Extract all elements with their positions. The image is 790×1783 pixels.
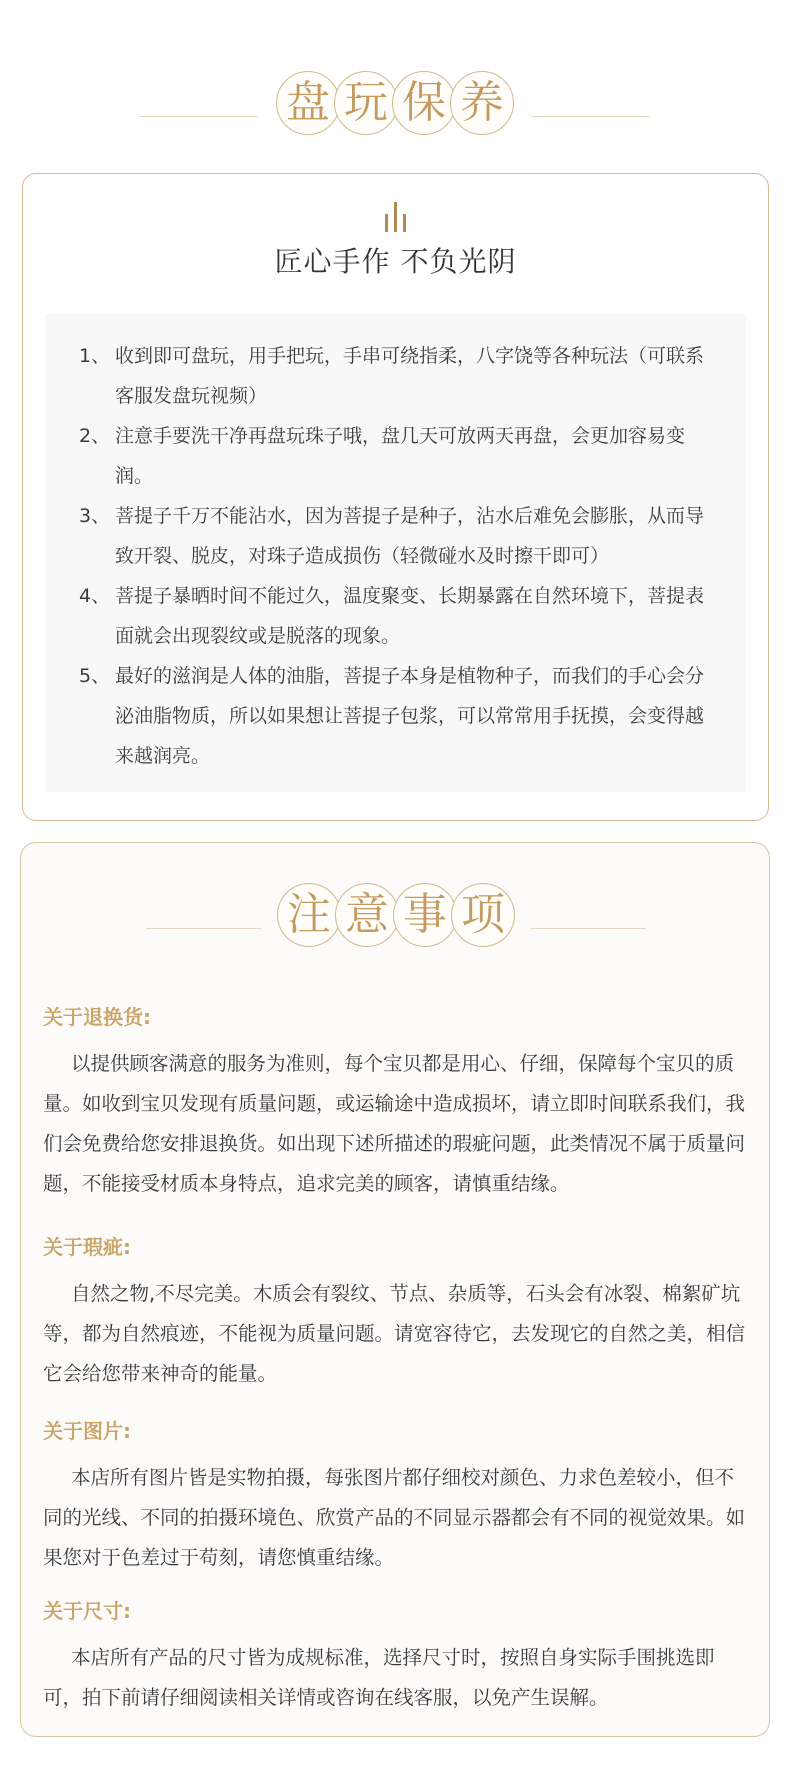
photos-heading: 关于图片: <box>43 1419 131 1443</box>
tip-number: 4、 <box>79 585 111 607</box>
care-card <box>22 173 769 821</box>
flaws-text: 自然之物,不尽完美。木质会有裂纹、节点、杂质等，石头会有冰裂、棉絮矿坑等，都为自然痕迹，不能视为质量问题。请宽容待它，去发现它的自然之美，相信它会给您带来神奇的能量。 <box>43 1282 746 1385</box>
list-item <box>79 656 718 776</box>
title-divider-right <box>532 116 650 117</box>
title-char: 玩 <box>334 71 398 135</box>
photos-text: 本店所有图片皆是实物拍摄，每张图片都仔细校对颜色、力求色差较小，但不同的光线、不同的拍摄环境色、欣赏产品的不同显示器都会有不同的视觉效果。如果您对于色差过于苟刻，请您慎重结缘。 <box>43 1466 746 1569</box>
motto: 匠心手作 不负光阴 <box>274 245 517 278</box>
sizes-section <box>43 1595 753 1718</box>
title-char: 保 <box>392 71 456 135</box>
notes-title <box>1 883 790 973</box>
tip-text: 菩提子千万不能沾水，因为菩提子是种子，沾水后难免会膨胀，从而导致开裂、脱皮，对珠子造成损伤（轻微碰水及时擦干即可） <box>115 505 705 567</box>
title-divider-left <box>146 928 261 929</box>
tip-text: 注意手要洗干净再盘玩珠子哦，盘几天可放两天再盘，会更加容易变润。 <box>115 425 686 487</box>
title-char: 事 <box>393 883 457 947</box>
tip-number: 1、 <box>79 345 111 367</box>
tip-text: 收到即可盘玩，用手把玩，手串可绕指柔，八字饶等各种玩法（可联系客服发盘玩视频） <box>115 345 705 407</box>
sizes-text: 本店所有产品的尺寸皆为成规标准，选择尺寸时，按照自身实际手围挑选即可，拍下前请仔细阅读相关详情或咨询在线客服，以免产生误解。 <box>43 1646 715 1709</box>
title-char: 意 <box>335 883 399 947</box>
returns-text: 以提供顾客满意的服务为准则，每个宝贝都是用心、仔细，保障每个宝贝的质量。如收到宝贝发现有质量问题，或运输途中造成损坏，请立即时间联系我们，我们会免费给您安排退换货。如出现下述所描述的瑕疵问题，此类情况不属于质量问题，不能接受材质本身特点，追求完美的顾客，请慎重结缘。 <box>43 1052 746 1195</box>
title-char: 养 <box>450 71 514 135</box>
returns-heading: 关于退换货: <box>43 1005 151 1029</box>
care-title-chars <box>276 71 514 135</box>
title-divider-left <box>140 116 258 117</box>
list-item <box>79 336 718 416</box>
photos-section <box>43 1415 753 1578</box>
brand-mark-icon <box>381 200 411 232</box>
list-item <box>79 416 718 496</box>
tip-text: 最好的滋润是人体的油脂，菩提子本身是植物种子，而我们的手心会分泌油脂物质，所以如果想让菩提子包浆，可以常常用手抚摸，会变得越来越润亮。 <box>115 665 705 767</box>
care-tips-box <box>45 314 746 792</box>
tip-number: 5、 <box>79 665 111 687</box>
returns-section <box>43 1001 753 1204</box>
notes-title-chars <box>277 883 515 947</box>
title-char: 注 <box>277 883 341 947</box>
flaws-heading: 关于瑕疵: <box>43 1235 131 1259</box>
tip-number: 3、 <box>79 505 111 527</box>
tip-text: 菩提子暴晒时间不能过久，温度聚变、长期暴露在自然环境下，菩提表面就会出现裂纹或是脱落的现象。 <box>115 585 705 647</box>
care-title <box>0 71 790 161</box>
notes-card <box>20 842 770 1737</box>
flaws-section <box>43 1231 753 1394</box>
title-divider-right <box>531 928 646 929</box>
list-item <box>79 576 718 656</box>
title-char: 项 <box>451 883 515 947</box>
care-tips-list <box>45 314 746 776</box>
tip-number: 2、 <box>79 425 111 447</box>
title-char: 盘 <box>276 71 340 135</box>
sizes-heading: 关于尺寸: <box>43 1599 131 1623</box>
list-item <box>79 496 718 576</box>
